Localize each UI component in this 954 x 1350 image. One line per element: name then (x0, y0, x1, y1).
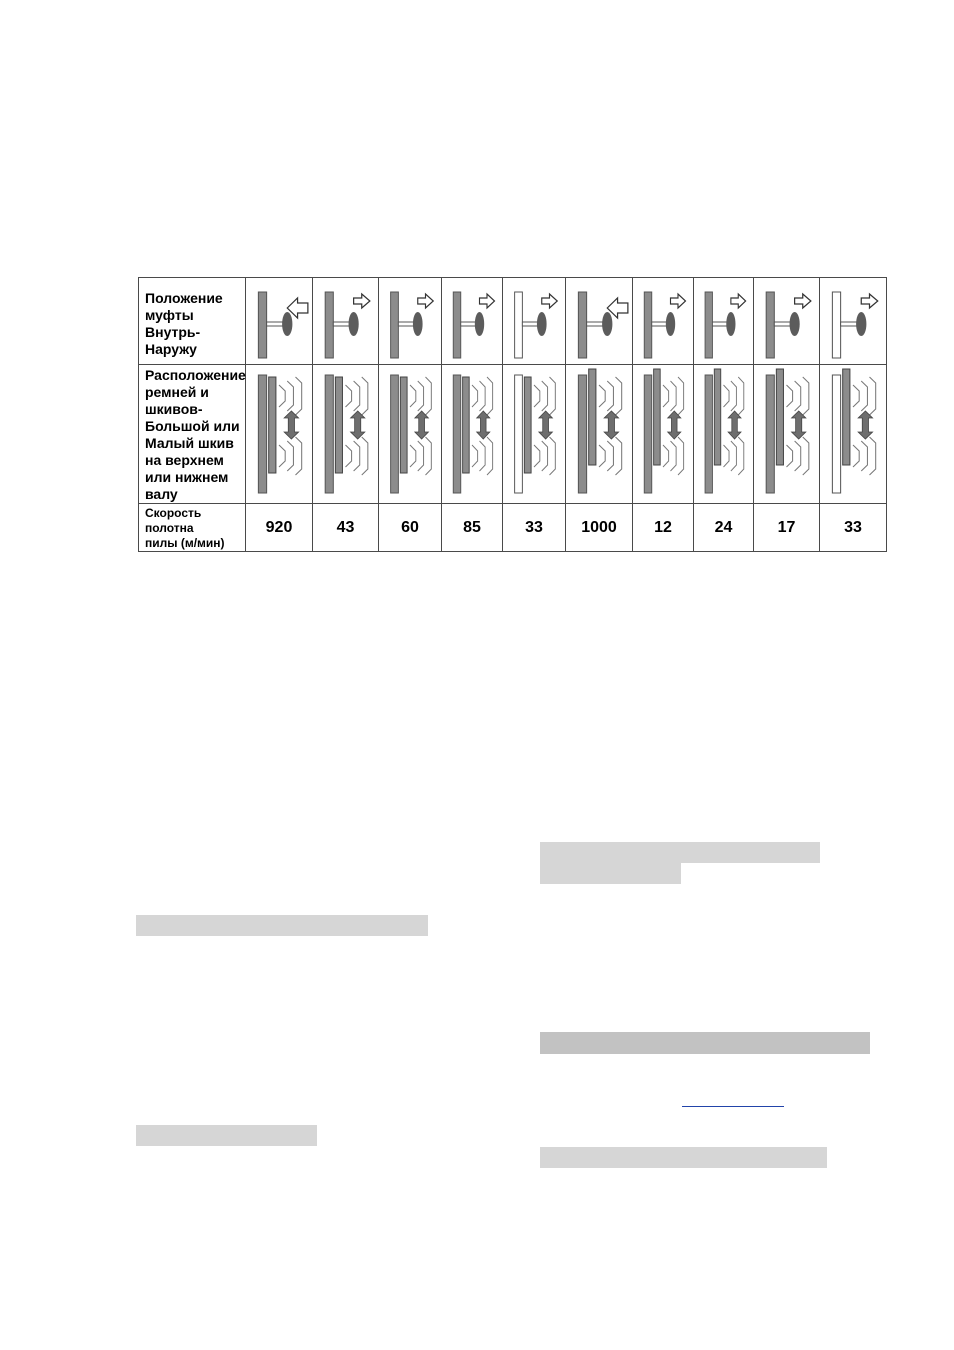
shaft-icon (515, 375, 523, 493)
belt-icon (335, 377, 342, 473)
speed-value: 43 (313, 504, 379, 552)
clutch-oval-icon (282, 312, 292, 336)
clutch-position-diagram (313, 278, 378, 364)
shaft-icon (391, 375, 399, 493)
belt-diagram-cell (633, 365, 694, 504)
clutch-diagram-cell (820, 278, 887, 365)
belt-diagram-cell (694, 365, 754, 504)
speed-value: 33 (503, 504, 566, 552)
arrow-up-icon (604, 411, 618, 439)
clutch-diagram-cell (566, 278, 633, 365)
clutch-position-diagram (246, 278, 312, 364)
clutch-oval-icon (475, 312, 484, 336)
belt-arrangement-diagram (820, 365, 886, 499)
belt-arrangement-diagram (379, 365, 441, 499)
arrow-down-icon (477, 411, 490, 439)
arrow-right-icon (795, 294, 811, 308)
row-clutch (139, 278, 887, 365)
clutch-diagram-cell (694, 278, 754, 365)
belt-icon (400, 377, 407, 473)
shaft-icon (644, 292, 652, 358)
arrow-up-icon (858, 411, 872, 439)
shaft-icon (644, 375, 652, 493)
belt-icon (843, 369, 850, 465)
row-header-belts-text: Расположение ремней и шкивов- Большой или Малый шкив на верхнем или нижнем валу (145, 367, 246, 502)
row-header-speed (139, 504, 246, 552)
clutch-position-diagram (633, 278, 693, 364)
spindle-icon (587, 322, 604, 326)
belt-icon (524, 377, 531, 473)
spindle-icon (652, 322, 667, 326)
arrow-right-icon (731, 294, 746, 308)
belt-icon (714, 369, 720, 465)
clutch-oval-icon (790, 312, 800, 336)
spindle-icon (267, 322, 284, 326)
spindle-icon (333, 322, 349, 326)
shaft-icon (391, 292, 399, 358)
clutch-position-diagram (442, 278, 502, 364)
redacted-text-bar (540, 863, 681, 884)
clutch-position-diagram (379, 278, 441, 364)
arrow-down-icon (539, 411, 553, 439)
arrow-right-icon (542, 294, 558, 308)
clutch-oval-icon (537, 312, 547, 336)
row-header-clutch-text: Положение муфты Внутрь- Наружу (145, 290, 223, 357)
speed-table (138, 277, 887, 552)
shaft-icon (705, 292, 712, 358)
redacted-text-bar (540, 842, 820, 863)
belt-icon (589, 369, 596, 465)
shaft-icon (515, 292, 523, 358)
spindle-icon (461, 322, 476, 326)
speed-value: 12 (633, 504, 694, 552)
belt-diagram-cell (313, 365, 379, 504)
clutch-diagram-cell (503, 278, 566, 365)
redacted-text-bar (540, 1032, 870, 1054)
arrow-right-icon (418, 294, 434, 308)
redacted-text-bar (540, 1147, 827, 1168)
clutch-diagram-cell (246, 278, 313, 365)
shaft-icon (578, 375, 586, 493)
belt-diagram-cell (379, 365, 442, 504)
speed-value: 17 (754, 504, 820, 552)
shaft-icon (325, 375, 333, 493)
arrow-right-icon (671, 294, 686, 308)
belt-arrangement-diagram (754, 365, 819, 499)
arrow-up-icon (668, 411, 681, 439)
hyperlink-underline[interactable] (682, 1106, 784, 1107)
arrow-right-icon (480, 294, 495, 308)
shaft-icon (325, 292, 333, 358)
shaft-icon (766, 375, 774, 493)
arrow-right-icon (354, 294, 370, 308)
belt-arrangement-diagram (633, 365, 693, 499)
belt-diagram-cell (246, 365, 313, 504)
arrow-down-icon (415, 411, 429, 439)
speed-value: 920 (246, 504, 313, 552)
clutch-oval-icon (726, 312, 735, 336)
clutch-position-diagram (820, 278, 886, 364)
row-header-speed-text: Скорость полотна пилы (м/мин) (145, 506, 225, 550)
shaft-icon (832, 375, 840, 493)
clutch-oval-icon (856, 312, 866, 336)
belt-arrangement-diagram (246, 365, 312, 499)
belt-diagram-cell (566, 365, 633, 504)
belt-arrangement-diagram (566, 365, 632, 499)
row-belts (139, 365, 887, 504)
clutch-oval-icon (602, 312, 612, 336)
spindle-icon (522, 322, 538, 326)
shaft-icon (258, 375, 266, 493)
shaft-icon (832, 292, 840, 358)
spindle-icon (398, 322, 414, 326)
arrow-down-icon (284, 411, 298, 439)
speed-value: 85 (442, 504, 503, 552)
belt-icon (776, 369, 783, 465)
redacted-text-bar (136, 915, 428, 936)
clutch-oval-icon (666, 312, 675, 336)
row-header-belts (139, 365, 246, 504)
clutch-diagram-cell (754, 278, 820, 365)
shaft-icon (258, 292, 266, 358)
spindle-icon (712, 322, 727, 326)
belt-icon (269, 377, 276, 473)
clutch-diagram-cell (442, 278, 503, 365)
row-speed (139, 504, 887, 552)
belt-arrangement-diagram (503, 365, 565, 499)
clutch-diagram-cell (313, 278, 379, 365)
shaft-icon (453, 292, 461, 358)
belt-icon (654, 369, 661, 465)
belt-diagram-cell (442, 365, 503, 504)
belt-diagram-cell (820, 365, 887, 504)
shaft-icon (705, 375, 712, 493)
clutch-oval-icon (349, 312, 359, 336)
spindle-icon (841, 322, 858, 326)
belt-diagram-cell (503, 365, 566, 504)
shaft-icon (453, 375, 461, 493)
clutch-position-diagram (754, 278, 819, 364)
arrow-up-icon (792, 411, 806, 439)
belt-icon (463, 377, 470, 473)
belt-diagram-cell (754, 365, 820, 504)
shaft-icon (766, 292, 774, 358)
speed-value: 1000 (566, 504, 633, 552)
speed-value: 24 (694, 504, 754, 552)
clutch-oval-icon (413, 312, 423, 336)
shaft-icon (578, 292, 586, 358)
clutch-position-diagram (503, 278, 565, 364)
belt-arrangement-diagram (442, 365, 502, 499)
belt-arrangement-diagram (313, 365, 378, 499)
row-header-clutch (139, 278, 246, 365)
clutch-diagram-cell (633, 278, 694, 365)
clutch-position-diagram (566, 278, 632, 364)
spindle-icon (774, 322, 790, 326)
belt-arrangement-diagram (694, 365, 753, 499)
redacted-text-bar (136, 1125, 317, 1146)
arrow-up-icon (728, 411, 741, 439)
clutch-diagram-cell (379, 278, 442, 365)
arrow-down-icon (351, 411, 365, 439)
speed-value: 33 (820, 504, 887, 552)
clutch-position-diagram (694, 278, 753, 364)
speed-value: 60 (379, 504, 442, 552)
arrow-right-icon (861, 294, 878, 308)
